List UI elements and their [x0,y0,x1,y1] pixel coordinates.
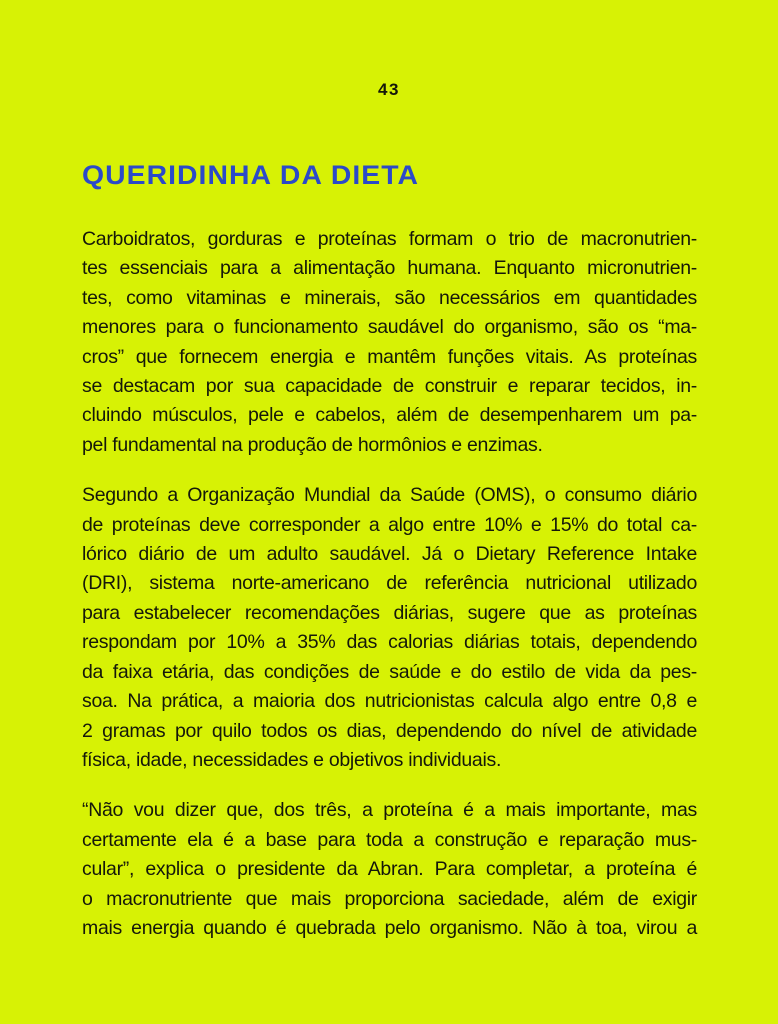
text-line: soa. Na prática, a maioria dos nutricionistas calcula algo entre 0,8 e [82,690,697,713]
page-number: 43 [378,80,400,99]
article-body [82,225,697,943]
section-heading: QUERIDINHA DA DIETA [82,160,420,190]
text-line: de proteínas deve corresponder a algo entre 10% e 15% do total ca- [82,513,697,536]
text-line: mais energia quando é quebrada pelo organismo. Não à toa, virou a [82,916,697,939]
text-line: (DRI), sistema norte-americano de referência nutricional utilizado [82,572,697,595]
text-line: o macronutriente que mais proporciona saciedade, além de exigir [82,887,697,910]
text-line: respondam por 10% a 35% das calorias diárias totais, dependendo [82,631,697,654]
text-line: cular”, explica o presidente da Abran. Para completar, a proteína é [82,858,697,881]
text-line: se destacam por sua capacidade de construir e reparar tecidos, in- [82,375,697,398]
paragraph [82,796,697,943]
text-line: Segundo a Organização Mundial da Saúde (OMS), o consumo diário [82,484,697,507]
text-line: certamente ela é a base para toda a construção e reparação mus- [82,828,697,851]
text-line: pel fundamental na produção de hormônios e enzimas. [82,433,543,456]
text-line: para estabelecer recomendações diárias, sugere que as proteínas [82,601,697,624]
text-line: “Não vou dizer que, dos três, a proteína é a mais importante, mas [82,799,697,822]
text-line: física, idade, necessidades e objetivos individuais. [82,748,502,771]
text-line: 2 gramas por quilo todos os dias, dependendo do nível de atividade [82,719,697,742]
text-line: cluindo músculos, pele e cabelos, além de desempenharem um pa- [82,404,697,427]
text-line: tes, como vitaminas e minerais, são necessários em quantidades [82,286,697,309]
text-line: lórico diário de um adulto saudável. Já o Dietary Reference Intake [82,543,697,566]
text-line: da faixa etária, das condições de saúde e do estilo de vida da pes- [82,660,697,683]
paragraph [82,225,697,460]
text-line: menores para o funcionamento saudável do organismo, são os “ma- [82,316,697,339]
text-line: tes essenciais para a alimentação humana. Enquanto micronutrien- [82,257,697,280]
paragraph [82,481,697,775]
text-line: cros” que fornecem energia e mantêm funções vitais. As proteínas [82,345,697,368]
text-line: Carboidratos, gorduras e proteínas formam o trio de macronutrien- [82,228,697,250]
